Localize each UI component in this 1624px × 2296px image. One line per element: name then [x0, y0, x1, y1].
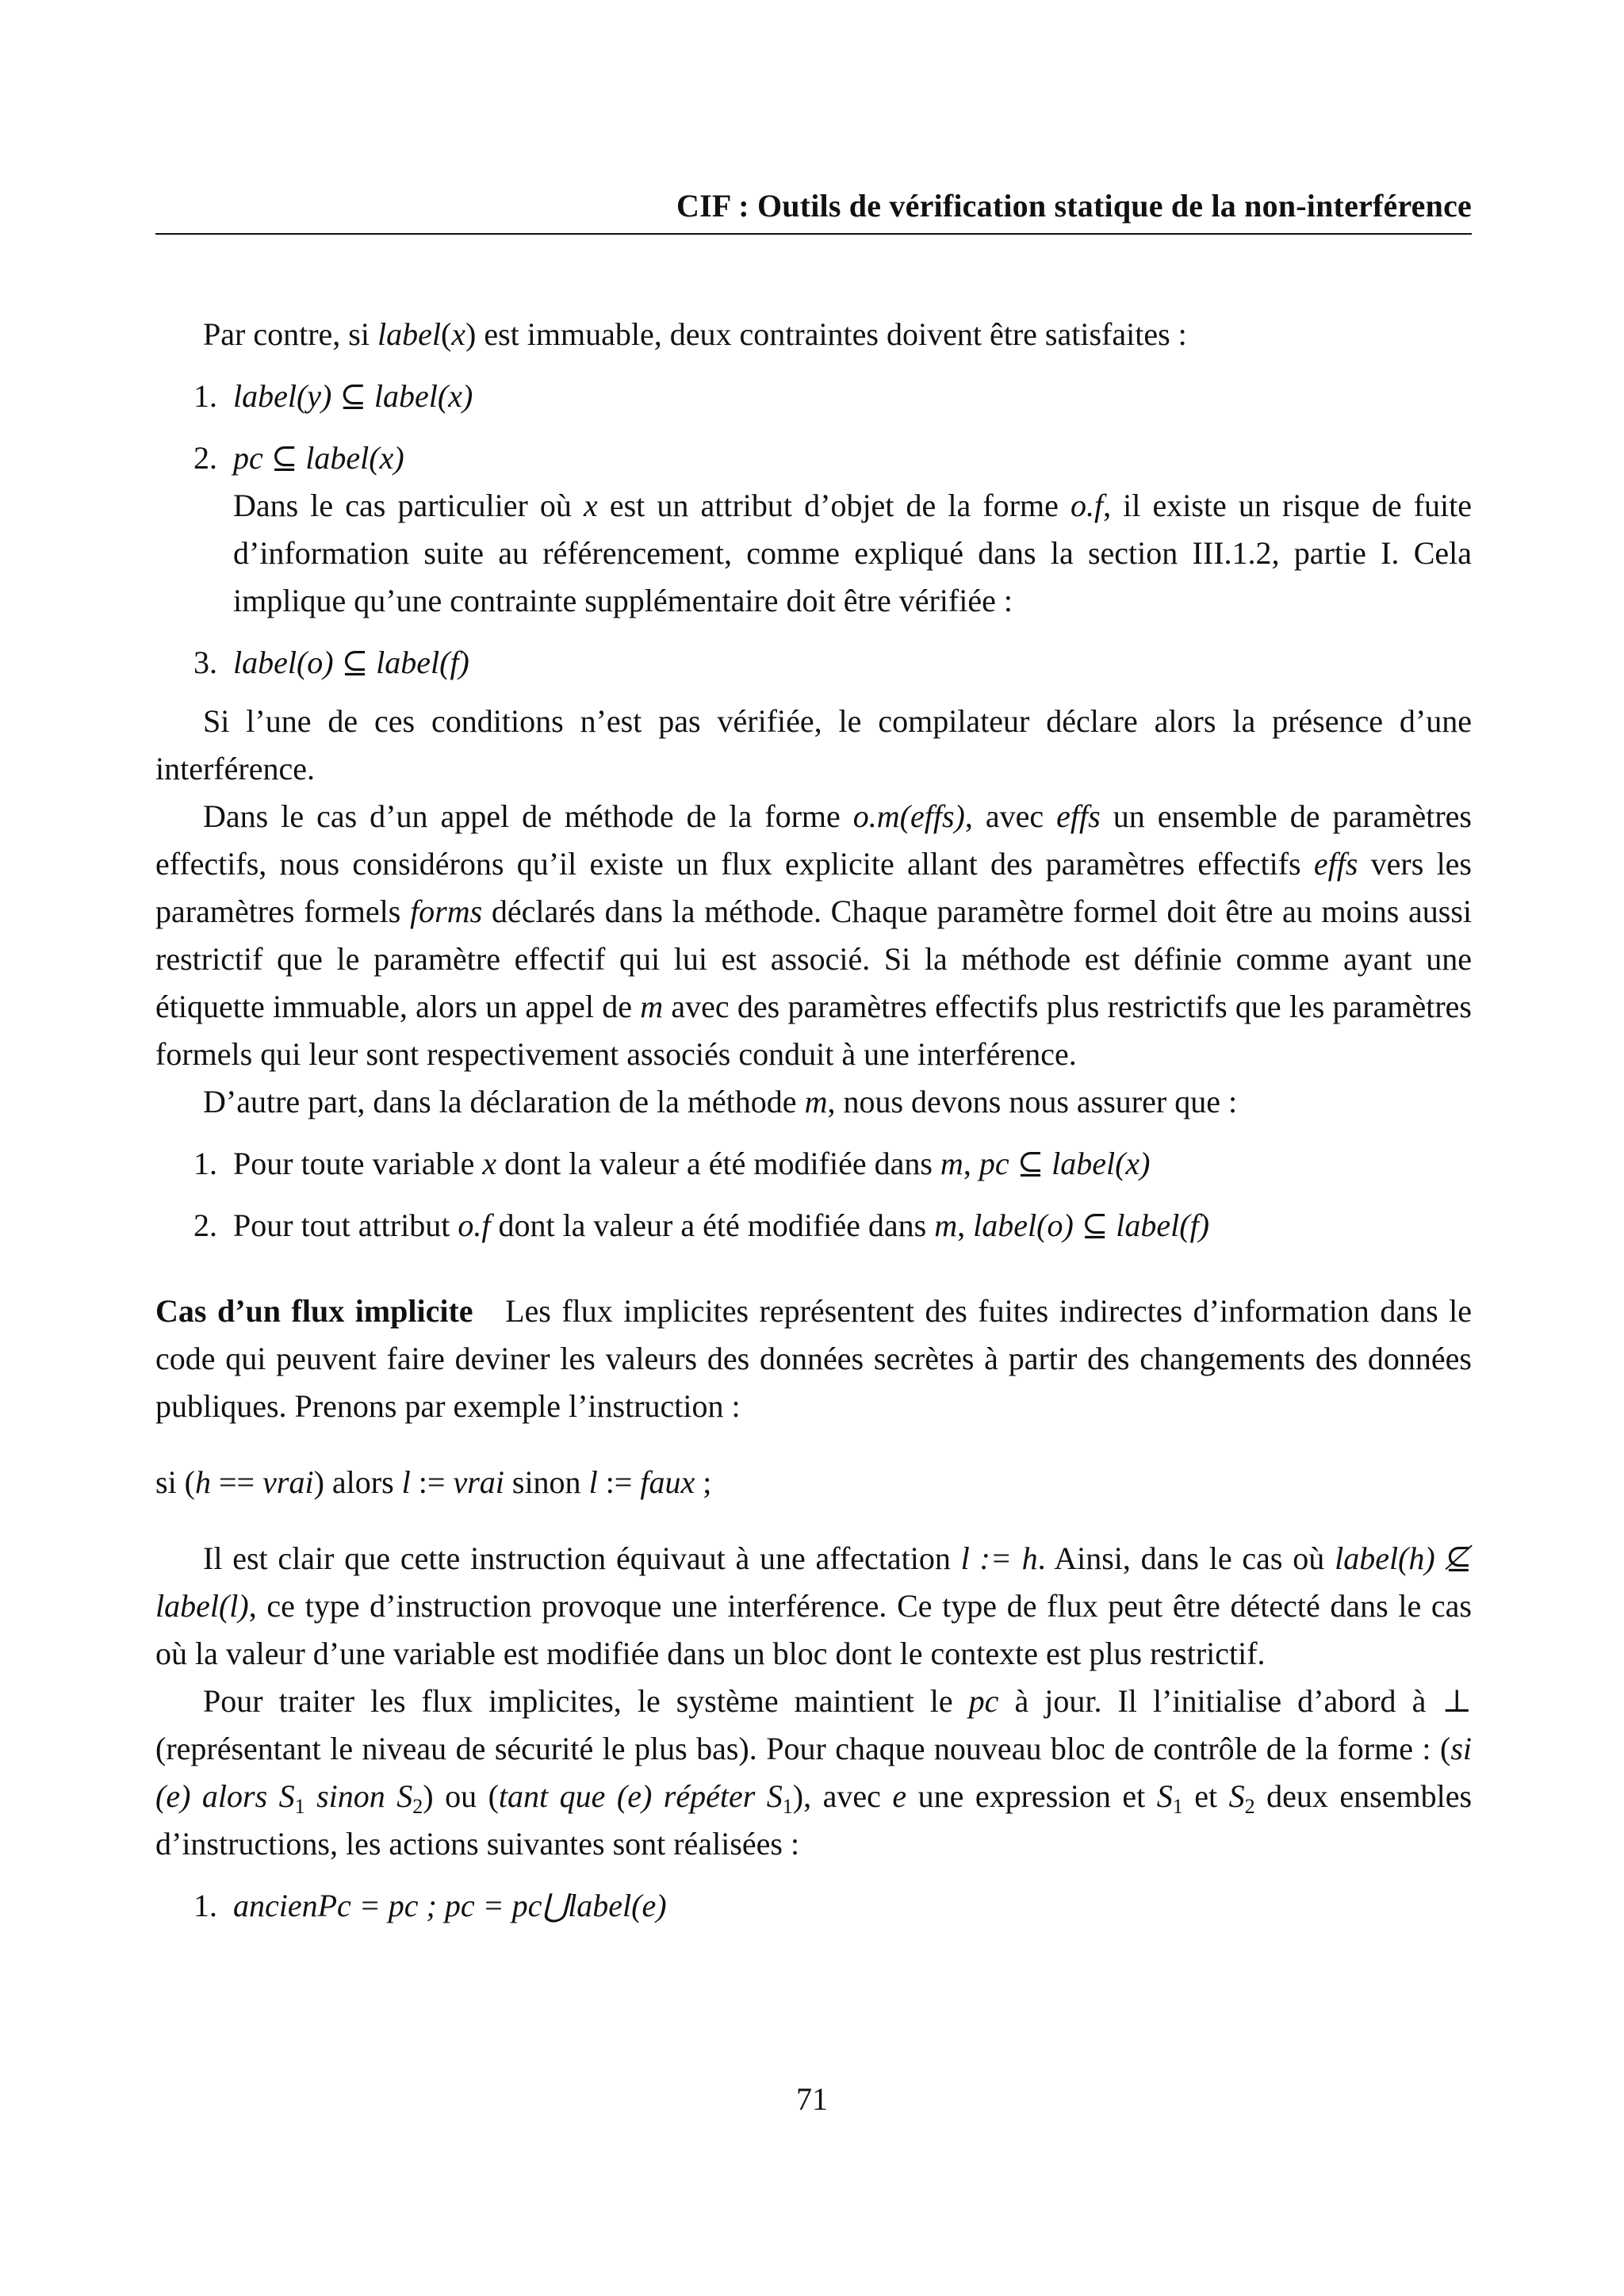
- action-formula: ancienPc = pc ; pc = pc⋃label(e): [233, 1888, 667, 1923]
- constraint-note: Dans le cas particulier où x est un attribut d’objet de la forme o.f, il existe un risque de fuite d’information suite au référencement, comme expliqué dans la section III.1.2, partie I. Cela implique qu’une contrainte supplémentaire doit être vérifiée :: [233, 488, 1473, 618]
- paragraph-method-declaration: D’autre part, dans la déclaration de la méthode m, nous devons nous assurer que :: [203, 1084, 1238, 1119]
- constraint-formula: label(o) ⊆ label(f): [233, 645, 469, 680]
- main-text: [155, 311, 1472, 1930]
- constraint-formula: label(y) ⊆ label(x): [233, 378, 473, 414]
- paragraph-interference: Si l’une de ces conditions n’est pas vérifiée, le compilateur déclare alors la présence d’une interférence.: [155, 703, 1472, 786]
- paragraph-pc-handling: Pour traiter les flux implicites, le système maintient le pc à jour. Il l’initialise d’abord à ⊥ (représentant le niveau de sécurité le plus bas). Pour chaque nouveau bloc de contrôle de la forme : (si (e) alors $S_1$ sinon $S_2$) ou (tant que (e) répéter $S_1$), avec e une expression et $S_1$ et $S_2$ deux ensembles d’instructions, les actions suivantes sont réalisées :: [155, 1683, 1473, 1862]
- paragraph-method-call: Dans le cas d’un appel de méthode de la forme o.m(effs), avec effs un ensemble de paramètres effectifs, nous considérons qu’il existe un flux explicite allant des paramètres effectifs effs vers les paramètres formels forms déclarés dans la méthode. Chaque paramètre formel doit être au moins aussi restrictif que le paramètre effectif qui lui est associé. Si la méthode est définie comme ayant une étiquette immuable, alors un appel de m avec des paramètres effectifs plus restrictifs que les paramètres formels qui leur sont respectivement associés conduit à une interférence.: [155, 798, 1473, 1072]
- constraint-item-3: 3. label(o) ⊆ label(f): [193, 645, 469, 680]
- running-header: CIF : Outils de vérification statique de la non-interférence: [676, 188, 1472, 224]
- paragraph-assignment: Il est clair que cette instruction équivaut à une affectation l := h. Ainsi, dans le cas où label(h) ⊈ label(l), ce type d’instruction provoque une interférence. Ce type de flux peut être détecté dans le cas où la valeur d’une variable est modifiée dans un bloc dont le contexte est plus restrictif.: [155, 1540, 1472, 1671]
- method-condition-1: 1. Pour toute variable x dont la valeur a été modifiée dans m, pc ⊆ label(x): [193, 1146, 1151, 1181]
- section-heading: Cas d’un flux implicite: [155, 1293, 473, 1329]
- constraint-item-2: 2. pc ⊆ label(x): [193, 440, 404, 476]
- display-instruction: si (h == vrai) alors l := vrai sinon l := faux ;: [155, 1464, 712, 1500]
- action-item-1: 1. ancienPc = pc ; pc = pc⋃label(e): [193, 1888, 667, 1923]
- constraint-item-1: 1. label(y) ⊆ label(x): [193, 378, 473, 414]
- method-condition-2: 2. Pour tout attribut o.f dont la valeur a été modifiée dans m, label(o) ⊆ label(f): [193, 1207, 1210, 1243]
- header-rule: [155, 233, 1472, 235]
- section-implicit-flow: Cas d’un flux implicite Les flux implicites représentent des fuites indirectes d’information dans le code qui peuvent faire deviner les valeurs des données secrètes à partir des changements des données publiques. Prenons par exemple l’instruction :: [155, 1293, 1473, 1424]
- paragraph-immutable-label: Par contre, si label(x) est immuable, deux contraintes doivent être satisfaites :: [203, 316, 1187, 352]
- constraint-formula: pc ⊆ label(x): [233, 440, 404, 476]
- page-number: 71: [796, 2081, 828, 2117]
